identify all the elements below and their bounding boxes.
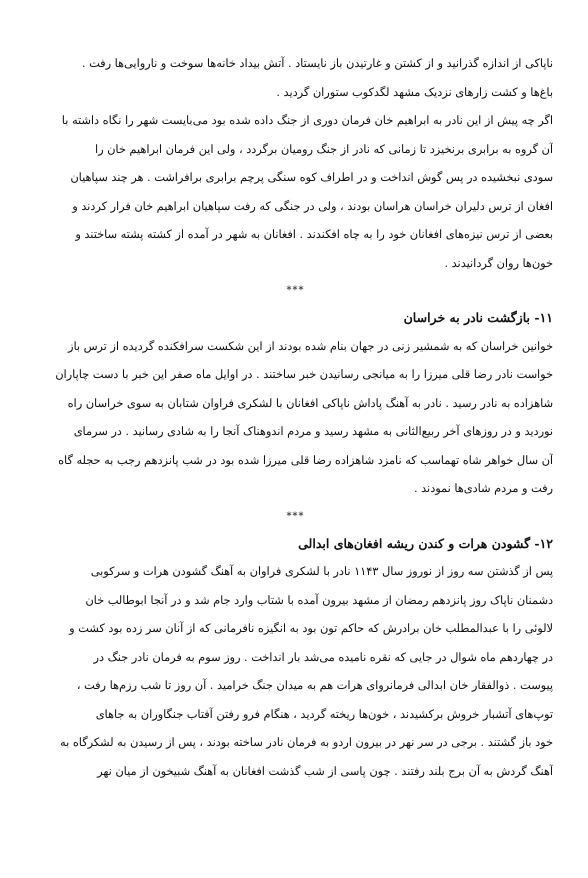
document-page: [38, 50, 553, 786]
text-line: رفت و مردم شادی‌ها نمودند .: [413, 482, 553, 495]
text-line: شاهزاده به نادر رسید . نادر به آهنگ پاداش ناپاکی افغانان با لشکری فراوان شتابان به سوی خراسان راه: [67, 396, 553, 410]
text-line: سودی نبخشیده در پس گوش انداخت و در اطراف کوه سنگی پرچم برابری برافراشت . هر چند سپاهیان: [70, 171, 553, 184]
text-line: دشمنان ناپاک روز پانزدهم رمضان از مشهد بیرون آمده با شتاب وارد جام شد و در آنجا ابوطالب خان: [85, 593, 553, 607]
text-line: بعضی از ترس نیزه‌های افغانان خود را به چاه افکندند . افغانان به شهر در آمده از کشته پشته ساختند و: [75, 228, 553, 241]
text-line: پس از گذشتن سه روز از نوروز سال ۱۱۴۳ نادر با لشکری فراوان به آهنگ گشودن هرات و سرکوبی: [90, 565, 553, 578]
text-line: باغ‌ها و کشت زارهای نزدیک مشهد لگدکوب ستوران گردید .: [276, 85, 553, 99]
text-line: توپ‌های آتشبار خروش برکشیدند ، خون‌ها ریخته گردید ، هنگام فرو رفتن آفتاب جنگاوران به جاهای: [95, 707, 553, 721]
text-line: خون‌ها روان گردانیدند .: [444, 256, 553, 270]
text-line: خواست نادر رضا قلی میرزا را به میانجی رسانیدن خبر ساختند . در اوایل ماه صفر این خبر با دست چاپاران: [55, 368, 553, 381]
section-separator: ***: [286, 285, 305, 296]
text-line: در چهاردهم ماه شوال در جایی که نقره نامیده می‌شد بار انداخت . روز سوم به فرمان نادر جنگ در: [93, 650, 553, 664]
section-separator: ***: [286, 510, 305, 522]
text-line: ناپاکی از اندازه گذرانید و از کشتن و غارتیدن باز نایستاد . آتش بیداد خانه‌ها سوخت و ناروایی‌ها رفت .: [81, 57, 553, 70]
text-line: خود باز گشتند . برجی در سر نهر در بیرون اردو به فرمان نادر ساخته بودند ، پس از رسیدن به لشکرگاه به: [60, 736, 553, 749]
section-12: [38, 530, 553, 787]
section-11: [38, 304, 553, 504]
text-line: نوردید و در روزهای آخر ربیع‌الثانی به مشهد رسید و مردم اندوهناک آنجا را به شادی رسانید . در سرمای: [73, 425, 553, 438]
text-line: خوانین خراسان که به شمشیر زنی در جهان بنام شده بودند از این شکست سرافکنده گردیده از ترس باز: [68, 339, 553, 353]
section-heading: ۱۱- بازگشت نادر به خراسان: [403, 310, 553, 325]
section-heading: ۱۲- گشودن هرات و کندن ریشه افغان‌های ابدالی: [298, 535, 553, 551]
paragraph-section-1: [38, 50, 553, 278]
text-line: اگر چه پیش از این نادر به ابراهیم خان فرمان دوری از جنگ داده شده بود می‌بایست شهر را نگاه داشته با: [61, 114, 553, 127]
text-line: لالوئی را با عبدالمطلب خان برادرش که حاکم تون بود به انگیزه نافرمانی که از آنان سر زده بود کشت و: [69, 622, 553, 635]
text-line: آن سال خواهر شاه تهماسب که نامزد شاهزاده رضا قلی میرزا شده بود در شب پانزدهم رجب به حجله گاه: [58, 453, 553, 467]
text-line: آن گروه به برابری برنخیزد تا زمانی که نادر از جنگ رومیان برگردد ، ولی این فرمان ابراهیم خان را: [94, 142, 553, 156]
text-line: آهنگ گردش به آن برج بلند رفتند . چون پاسی از شب گذشت افغانان به آهنگ شبیخون از میان نهر: [97, 764, 553, 778]
text-line: افغان از ترس دلیران خراسان هراسان بودند ، ولی در جنگی که رفت سپاهیان ابراهیم خان فرار کردند و: [72, 199, 553, 213]
text-line: پیوست . ذوالفقار خان ابدالی فرمانروای هرات هم به میدان جنگ خرامید . آن روز تا شب رزم‌ها رفت ،: [76, 679, 553, 692]
